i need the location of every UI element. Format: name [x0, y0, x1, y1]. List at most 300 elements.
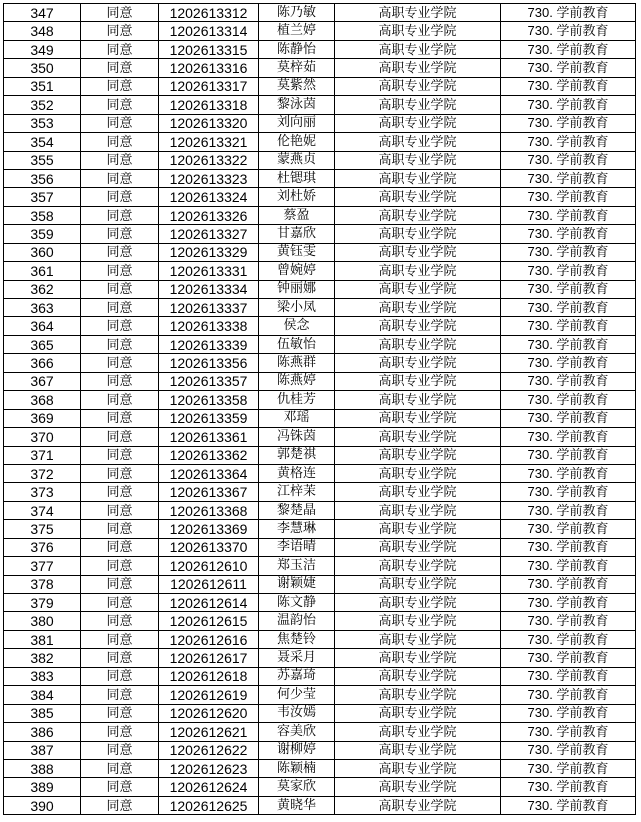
approval-status: 同意: [81, 630, 159, 648]
table-body: [4, 4, 636, 815]
college-name: 高职专业学院: [335, 575, 501, 593]
row-number: 348: [4, 22, 81, 40]
approval-status: 同意: [81, 206, 159, 224]
student-id: 1202612620: [159, 704, 259, 722]
table-row: [4, 520, 636, 538]
approval-status: 同意: [81, 778, 159, 796]
major-name: 730. 学前教育: [501, 464, 636, 482]
approval-status: 同意: [81, 501, 159, 519]
admission-list-table: [3, 3, 636, 815]
major-name: 730. 学前教育: [501, 428, 636, 446]
table-row: [4, 464, 636, 482]
student-name: 陈颖楠: [259, 759, 335, 777]
approval-status: 同意: [81, 169, 159, 187]
major-name: 730. 学前教育: [501, 59, 636, 77]
college-name: 高职专业学院: [335, 796, 501, 814]
college-name: 高职专业学院: [335, 723, 501, 741]
student-name: 植兰婷: [259, 22, 335, 40]
student-name: 邓瑶: [259, 409, 335, 427]
major-name: 730. 学前教育: [501, 372, 636, 390]
approval-status: 同意: [81, 391, 159, 409]
major-name: 730. 学前教育: [501, 409, 636, 427]
approval-status: 同意: [81, 796, 159, 814]
student-id: 1202612611: [159, 575, 259, 593]
approval-status: 同意: [81, 723, 159, 741]
major-name: 730. 学前教育: [501, 483, 636, 501]
major-name: 730. 学前教育: [501, 723, 636, 741]
student-id: 1202613327: [159, 225, 259, 243]
approval-status: 同意: [81, 686, 159, 704]
student-id: 1202613369: [159, 520, 259, 538]
table-row: [4, 723, 636, 741]
college-name: 高职专业学院: [335, 354, 501, 372]
row-number: 377: [4, 557, 81, 575]
college-name: 高职专业学院: [335, 317, 501, 335]
row-number: 353: [4, 114, 81, 132]
student-name: 苏嘉琦: [259, 667, 335, 685]
table-row: [4, 151, 636, 169]
student-id: 1202613320: [159, 114, 259, 132]
college-name: 高职专业学院: [335, 686, 501, 704]
student-name: 何少莹: [259, 686, 335, 704]
approval-status: 同意: [81, 446, 159, 464]
row-number: 358: [4, 206, 81, 224]
college-name: 高职专业学院: [335, 4, 501, 22]
table-row: [4, 133, 636, 151]
student-id: 1202613329: [159, 243, 259, 261]
table-row: [4, 114, 636, 132]
college-name: 高职专业学院: [335, 428, 501, 446]
student-id: 1202613370: [159, 538, 259, 556]
student-name: 谢柳婷: [259, 741, 335, 759]
major-name: 730. 学前教育: [501, 520, 636, 538]
college-name: 高职专业学院: [335, 538, 501, 556]
student-id: 1202613359: [159, 409, 259, 427]
approval-status: 同意: [81, 557, 159, 575]
row-number: 369: [4, 409, 81, 427]
row-number: 363: [4, 299, 81, 317]
approval-status: 同意: [81, 759, 159, 777]
approval-status: 同意: [81, 704, 159, 722]
row-number: 379: [4, 594, 81, 612]
college-name: 高职专业学院: [335, 335, 501, 353]
row-number: 366: [4, 354, 81, 372]
college-name: 高职专业学院: [335, 151, 501, 169]
student-id: 1202612619: [159, 686, 259, 704]
row-number: 382: [4, 649, 81, 667]
student-id: 1202613361: [159, 428, 259, 446]
row-number: 387: [4, 741, 81, 759]
college-name: 高职专业学院: [335, 409, 501, 427]
major-name: 730. 学前教育: [501, 317, 636, 335]
student-id: 1202612618: [159, 667, 259, 685]
major-name: 730. 学前教育: [501, 354, 636, 372]
student-id: 1202613356: [159, 354, 259, 372]
student-name: 蒙燕贞: [259, 151, 335, 169]
approval-status: 同意: [81, 243, 159, 261]
approval-status: 同意: [81, 372, 159, 390]
student-id: 1202613367: [159, 483, 259, 501]
major-name: 730. 学前教育: [501, 169, 636, 187]
major-name: 730. 学前教育: [501, 557, 636, 575]
student-name: 焦楚铃: [259, 630, 335, 648]
table-row: [4, 188, 636, 206]
row-number: 356: [4, 169, 81, 187]
college-name: 高职专业学院: [335, 649, 501, 667]
student-id: 1202612621: [159, 723, 259, 741]
row-number: 384: [4, 686, 81, 704]
student-id: 1202613326: [159, 206, 259, 224]
student-id: 1202613316: [159, 59, 259, 77]
college-name: 高职专业学院: [335, 759, 501, 777]
major-name: 730. 学前教育: [501, 778, 636, 796]
table-row: [4, 262, 636, 280]
approval-status: 同意: [81, 114, 159, 132]
student-name: 陈燕婷: [259, 372, 335, 390]
major-name: 730. 学前教育: [501, 501, 636, 519]
row-number: 354: [4, 133, 81, 151]
student-name: 黄晓华: [259, 796, 335, 814]
college-name: 高职专业学院: [335, 299, 501, 317]
approval-status: 同意: [81, 22, 159, 40]
student-name: 杜锶琪: [259, 169, 335, 187]
table-row: [4, 391, 636, 409]
student-id: 1202613312: [159, 4, 259, 22]
student-id: 1202612617: [159, 649, 259, 667]
college-name: 高职专业学院: [335, 630, 501, 648]
table-row: [4, 354, 636, 372]
major-name: 730. 学前教育: [501, 299, 636, 317]
student-id: 1202612615: [159, 612, 259, 630]
row-number: 365: [4, 335, 81, 353]
major-name: 730. 学前教育: [501, 77, 636, 95]
student-name: 刘杜娇: [259, 188, 335, 206]
table-row: [4, 4, 636, 22]
student-name: 侯念: [259, 317, 335, 335]
approval-status: 同意: [81, 262, 159, 280]
college-name: 高职专业学院: [335, 391, 501, 409]
student-name: 梁小凤: [259, 299, 335, 317]
approval-status: 同意: [81, 59, 159, 77]
table-row: [4, 428, 636, 446]
student-name: 冯铢茵: [259, 428, 335, 446]
college-name: 高职专业学院: [335, 169, 501, 187]
row-number: 347: [4, 4, 81, 22]
approval-status: 同意: [81, 538, 159, 556]
student-name: 谢颖婕: [259, 575, 335, 593]
college-name: 高职专业学院: [335, 96, 501, 114]
approval-status: 同意: [81, 575, 159, 593]
major-name: 730. 学前教育: [501, 446, 636, 464]
student-id: 1202613315: [159, 40, 259, 58]
table-row: [4, 483, 636, 501]
major-name: 730. 学前教育: [501, 630, 636, 648]
row-number: 372: [4, 464, 81, 482]
row-number: 368: [4, 391, 81, 409]
major-name: 730. 学前教育: [501, 151, 636, 169]
approval-status: 同意: [81, 40, 159, 58]
table-row: [4, 59, 636, 77]
college-name: 高职专业学院: [335, 59, 501, 77]
student-name: 黄钰雯: [259, 243, 335, 261]
approval-status: 同意: [81, 354, 159, 372]
major-name: 730. 学前教育: [501, 704, 636, 722]
row-number: 362: [4, 280, 81, 298]
approval-status: 同意: [81, 520, 159, 538]
approval-status: 同意: [81, 428, 159, 446]
row-number: 359: [4, 225, 81, 243]
college-name: 高职专业学院: [335, 594, 501, 612]
table-row: [4, 446, 636, 464]
student-name: 蔡盈: [259, 206, 335, 224]
row-number: 352: [4, 96, 81, 114]
student-name: 甘嘉欣: [259, 225, 335, 243]
college-name: 高职专业学院: [335, 40, 501, 58]
college-name: 高职专业学院: [335, 483, 501, 501]
college-name: 高职专业学院: [335, 557, 501, 575]
college-name: 高职专业学院: [335, 612, 501, 630]
table-row: [4, 778, 636, 796]
table-row: [4, 575, 636, 593]
student-name: 莫梓茹: [259, 59, 335, 77]
college-name: 高职专业学院: [335, 464, 501, 482]
student-id: 1202612614: [159, 594, 259, 612]
major-name: 730. 学前教育: [501, 262, 636, 280]
table-row: [4, 759, 636, 777]
table-row: [4, 667, 636, 685]
approval-status: 同意: [81, 667, 159, 685]
approval-status: 同意: [81, 77, 159, 95]
major-name: 730. 学前教育: [501, 40, 636, 58]
student-name: 莫紫然: [259, 77, 335, 95]
student-id: 1202613338: [159, 317, 259, 335]
student-id: 1202613331: [159, 262, 259, 280]
college-name: 高职专业学院: [335, 741, 501, 759]
major-name: 730. 学前教育: [501, 575, 636, 593]
college-name: 高职专业学院: [335, 206, 501, 224]
row-number: 370: [4, 428, 81, 446]
row-number: 351: [4, 77, 81, 95]
student-id: 1202613324: [159, 188, 259, 206]
approval-status: 同意: [81, 151, 159, 169]
row-number: 349: [4, 40, 81, 58]
student-name: 黎泳茵: [259, 96, 335, 114]
table-row: [4, 169, 636, 187]
approval-status: 同意: [81, 335, 159, 353]
major-name: 730. 学前教育: [501, 538, 636, 556]
table-row: [4, 243, 636, 261]
table-row: [4, 557, 636, 575]
major-name: 730. 学前教育: [501, 612, 636, 630]
major-name: 730. 学前教育: [501, 741, 636, 759]
college-name: 高职专业学院: [335, 77, 501, 95]
college-name: 高职专业学院: [335, 262, 501, 280]
student-id: 1202613364: [159, 464, 259, 482]
college-name: 高职专业学院: [335, 22, 501, 40]
row-number: 371: [4, 446, 81, 464]
major-name: 730. 学前教育: [501, 796, 636, 814]
student-id: 1202613362: [159, 446, 259, 464]
student-id: 1202613321: [159, 133, 259, 151]
student-name: 郭楚祺: [259, 446, 335, 464]
approval-status: 同意: [81, 317, 159, 335]
table-row: [4, 96, 636, 114]
student-id: 1202613357: [159, 372, 259, 390]
major-name: 730. 学前教育: [501, 225, 636, 243]
approval-status: 同意: [81, 464, 159, 482]
student-name: 黄格连: [259, 464, 335, 482]
college-name: 高职专业学院: [335, 114, 501, 132]
row-number: 355: [4, 151, 81, 169]
student-name: 郑玉洁: [259, 557, 335, 575]
college-name: 高职专业学院: [335, 520, 501, 538]
student-name: 钟丽娜: [259, 280, 335, 298]
college-name: 高职专业学院: [335, 225, 501, 243]
table-row: [4, 225, 636, 243]
approval-status: 同意: [81, 225, 159, 243]
approval-status: 同意: [81, 483, 159, 501]
major-name: 730. 学前教育: [501, 667, 636, 685]
student-name: 陈文静: [259, 594, 335, 612]
college-name: 高职专业学院: [335, 446, 501, 464]
major-name: 730. 学前教育: [501, 133, 636, 151]
approval-status: 同意: [81, 612, 159, 630]
table-row: [4, 372, 636, 390]
college-name: 高职专业学院: [335, 133, 501, 151]
student-name: 容美欣: [259, 723, 335, 741]
student-name: 温韵怡: [259, 612, 335, 630]
college-name: 高职专业学院: [335, 667, 501, 685]
college-name: 高职专业学院: [335, 188, 501, 206]
student-name: 黎楚晶: [259, 501, 335, 519]
table-row: [4, 796, 636, 814]
major-name: 730. 学前教育: [501, 243, 636, 261]
table-row: [4, 206, 636, 224]
major-name: 730. 学前教育: [501, 4, 636, 22]
student-id: 1202613323: [159, 169, 259, 187]
row-number: 364: [4, 317, 81, 335]
student-name: 仇桂芳: [259, 391, 335, 409]
student-name: 刘向丽: [259, 114, 335, 132]
approval-status: 同意: [81, 649, 159, 667]
approval-status: 同意: [81, 741, 159, 759]
college-name: 高职专业学院: [335, 280, 501, 298]
major-name: 730. 学前教育: [501, 759, 636, 777]
student-name: 韦汝嫣: [259, 704, 335, 722]
college-name: 高职专业学院: [335, 243, 501, 261]
major-name: 730. 学前教育: [501, 391, 636, 409]
table-row: [4, 40, 636, 58]
student-id: 1202613358: [159, 391, 259, 409]
college-name: 高职专业学院: [335, 372, 501, 390]
approval-status: 同意: [81, 4, 159, 22]
table-row: [4, 612, 636, 630]
table-row: [4, 317, 636, 335]
student-id: 1202613334: [159, 280, 259, 298]
student-id: 1202612616: [159, 630, 259, 648]
table-row: [4, 538, 636, 556]
table-row: [4, 630, 636, 648]
student-name: 江梓茉: [259, 483, 335, 501]
row-number: 350: [4, 59, 81, 77]
major-name: 730. 学前教育: [501, 280, 636, 298]
student-id: 1202612624: [159, 778, 259, 796]
student-name: 陈静怡: [259, 40, 335, 58]
major-name: 730. 学前教育: [501, 22, 636, 40]
student-id: 1202613339: [159, 335, 259, 353]
row-number: 361: [4, 262, 81, 280]
table-row: [4, 686, 636, 704]
major-name: 730. 学前教育: [501, 188, 636, 206]
student-name: 陈燕群: [259, 354, 335, 372]
row-number: 390: [4, 796, 81, 814]
major-name: 730. 学前教育: [501, 114, 636, 132]
table-row: [4, 741, 636, 759]
row-number: 373: [4, 483, 81, 501]
student-id: 1202613368: [159, 501, 259, 519]
student-name: 陈乃敏: [259, 4, 335, 22]
student-id: 1202612622: [159, 741, 259, 759]
approval-status: 同意: [81, 409, 159, 427]
row-number: 383: [4, 667, 81, 685]
student-name: 莫家欣: [259, 778, 335, 796]
approval-status: 同意: [81, 594, 159, 612]
student-id: 1202612625: [159, 796, 259, 814]
student-name: 聂采月: [259, 649, 335, 667]
student-id: 1202613322: [159, 151, 259, 169]
row-number: 380: [4, 612, 81, 630]
table-row: [4, 280, 636, 298]
student-id: 1202612610: [159, 557, 259, 575]
major-name: 730. 学前教育: [501, 686, 636, 704]
row-number: 374: [4, 501, 81, 519]
row-number: 381: [4, 630, 81, 648]
student-id: 1202613318: [159, 96, 259, 114]
row-number: 385: [4, 704, 81, 722]
row-number: 389: [4, 778, 81, 796]
student-id: 1202612623: [159, 759, 259, 777]
approval-status: 同意: [81, 133, 159, 151]
student-name: 李语晴: [259, 538, 335, 556]
table-row: [4, 501, 636, 519]
table-row: [4, 409, 636, 427]
table-row: [4, 335, 636, 353]
college-name: 高职专业学院: [335, 778, 501, 796]
approval-status: 同意: [81, 280, 159, 298]
table-row: [4, 649, 636, 667]
major-name: 730. 学前教育: [501, 206, 636, 224]
row-number: 375: [4, 520, 81, 538]
row-number: 386: [4, 723, 81, 741]
row-number: 376: [4, 538, 81, 556]
student-name: 伦艳妮: [259, 133, 335, 151]
major-name: 730. 学前教育: [501, 594, 636, 612]
student-id: 1202613314: [159, 22, 259, 40]
student-id: 1202613337: [159, 299, 259, 317]
major-name: 730. 学前教育: [501, 335, 636, 353]
approval-status: 同意: [81, 188, 159, 206]
major-name: 730. 学前教育: [501, 96, 636, 114]
student-name: 曾婉婷: [259, 262, 335, 280]
row-number: 388: [4, 759, 81, 777]
college-name: 高职专业学院: [335, 704, 501, 722]
row-number: 357: [4, 188, 81, 206]
approval-status: 同意: [81, 299, 159, 317]
row-number: 378: [4, 575, 81, 593]
student-id: 1202613317: [159, 77, 259, 95]
major-name: 730. 学前教育: [501, 649, 636, 667]
college-name: 高职专业学院: [335, 501, 501, 519]
